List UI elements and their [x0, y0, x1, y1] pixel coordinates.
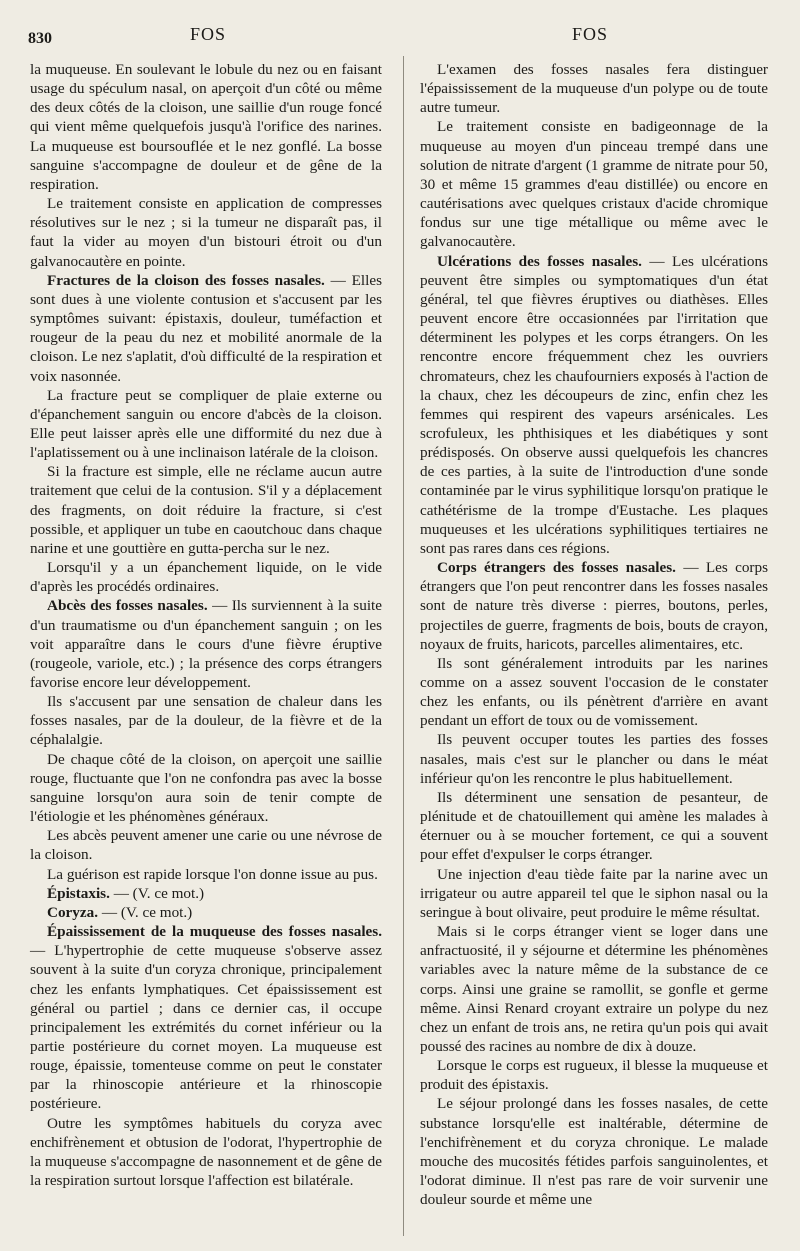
page-number: 830 — [28, 30, 52, 47]
right-column — [420, 60, 768, 1209]
paragraph: Le séjour prolongé dans les fosses nasales, de cette substance lorsqu'elle est inaltérable, détermine de l'enchifrènement et du coryza chronique. Le malade mouche des mucosités fétides parfois sanguinolentes, et l'odorat diminue. Il n'est pas rare de voir survenir une douleur sourde et même une — [420, 1095, 768, 1209]
section-heading: Corps étrangers des fosses nasales. — [437, 559, 676, 577]
paragraph: La guérison est rapide lorsque l'on donne issue au pus. — [47, 865, 378, 883]
section-text: — Elles sont dues à une violente contusion et s'accusent par les symptômes suivant: épistaxis, douleur, tuméfaction et rougeur de la peau du nez et mobilité anormale de la cloison. Le nez s'aplatit, d'où difficulté de la respiration et voix nasonnée. — [30, 271, 382, 385]
section-text: — Ils surviennent à la suite d'un traumatisme ou d'un épanchement sanguin ; on les voit apparaître dans le cours d'une fièvre éruptive (rougeole, variole, etc.) ; la présence des corps étrangers favorise encore leur développement. — [30, 597, 382, 691]
paragraph: Mais si le corps étranger vient se loger dans une anfractuosité, il y séjourne et détermine les phénomènes variables avec la nature même de la substance de ce corps. Ainsi une graine se ramollit, se gonfle et germe même. Ainsi Renard croyant extraire un polype du nez chez un enfant de trois ans, ne retira qu'un pois qui avait poussé des racines au nombre de dix à douze. — [420, 923, 768, 1055]
paragraph: Lorsque le corps est rugueux, il blesse la muqueuse et produit des épistaxis. — [420, 1057, 768, 1094]
section-text: — (V. ce mot.) — [109, 884, 205, 902]
paragraph — [30, 596, 382, 692]
paragraph: Outre les symptômes habituels du coryza avec enchifrènement et obtusion de l'odorat, l'hypertrophie de la muqueuse s'accompagne de nasonnement et de gêne de la respiration surtout lorsque l'affection est bilatérale. — [30, 1114, 382, 1190]
section-heading: Épaississement de la muqueuse des fosses nasales. — [47, 923, 382, 941]
paragraph: Ils sont généralement introduits par les narines comme on a assez souvent l'occasion de le constater chez les enfants, ou ils pénètrent d'arrière en avant pendant un effort de toux ou de vomissement. — [420, 654, 768, 730]
section-heading: Épistaxis. — [47, 884, 110, 902]
paragraph — [30, 903, 382, 922]
paragraph — [420, 252, 768, 559]
paragraph: Ils peuvent occuper toutes les parties des fosses nasales, mais c'est sur le plancher ou dans le méat inférieur qu'on les rencontre le plus habituellement. — [420, 731, 768, 787]
paragraph — [420, 558, 768, 654]
paragraph: Ils déterminent une sensation de pesanteur, de plénitude et de chatouillement qui amène les malades à éternuer ou à se moucher fortement, ce qui a souvent pour effet d'expulser le corps étranger. — [420, 788, 768, 864]
section-text: — (V. ce mot.) — [98, 903, 193, 921]
paragraph: Le traitement consiste en application de compresses résolutives sur le nez ; si la tumeur ne disparaît pas, il faut la vider au moyen d'un bistouri étroit ou d'un galvanocautère en pointe. — [30, 195, 382, 270]
paragraph — [30, 884, 382, 903]
section-heading: Fractures de la cloison des fosses nasales. — [47, 271, 325, 289]
running-head-left: FOS — [190, 24, 227, 44]
column-divider — [403, 56, 404, 1236]
paragraph: Ils s'accusent par une sensation de chaleur dans les fosses nasales, par de la douleur, de la fièvre et de la céphalalgie. — [30, 693, 382, 749]
paragraph — [30, 922, 382, 1114]
left-column — [30, 60, 382, 1190]
paragraph: Le traitement consiste en badigeonnage de la muqueuse au moyen d'un pinceau trempé dans une solution de nitrate d'argent (1 gramme de nitrate pour 50, 30 et même 15 grammes d'eau distillée) ou encore en cautérisations avec quelques cristaux d'acide chromique fondus sur une tige métallique ou même avec le galvanocautère. — [420, 118, 768, 251]
paragraph: la muqueuse. En soulevant le lobule du nez ou en faisant usage du spéculum nasal, on aperçoit d'un côté ou même des deux côtés de la cloison, une saillie d'un rouge foncé qui vient même quelquefois jusqu'à l'orifice des narines. La muqueuse est boursouflée et le nez gonflé. La bosse sanguine s'accompagne de douleur et de gêne de la respiration. — [30, 61, 382, 193]
section-text: — L'hypertrophie de cette muqueuse s'observe assez souvent à la suite d'un coryza chronique, principalement chez les enfants lymphatiques. Cet épaississement est général ou partiel ; dans ce dernier cas, il occupe principalement les extrémités du cornet inférieur ou la partie postérieure du cornet moyen. La muqueuse est rouge, épaissie, tomenteuse comme on peut le constater par la rhinoscopie antérieure et la rhinoscopie postérieure. — [30, 942, 382, 1113]
section-text: — Les corps étrangers que l'on peut rencontrer dans les fosses nasales sont de nature très diverse : pierres, boutons, perles, projectiles de guerre, fragments de bois, bouts de crayon, noyaux de fruits, haricots, parcelles alimentaires, etc. — [420, 559, 768, 653]
section-heading: Abcès des fosses nasales. — [47, 597, 208, 615]
section-heading: Ulcérations des fosses nasales. — [437, 252, 642, 270]
running-head-right: FOS — [572, 24, 609, 44]
paragraph: Les abcès peuvent amener une carie ou une névrose de la cloison. — [30, 827, 382, 864]
paragraph: Lorsqu'il y a un épanchement liquide, on le vide d'après les procédés ordinaires. — [30, 559, 382, 596]
paragraph: Une injection d'eau tiède faite par la narine avec un irrigateur ou autre appareil tel que le siphon nasal ou la seringue à bout olivaire, peut produire le même résultat. — [420, 865, 768, 921]
paragraph: L'examen des fosses nasales fera distinguer l'épaississement de la muqueuse d'un polype ou de toute autre tumeur. — [420, 61, 768, 117]
paragraph: De chaque côté de la cloison, on aperçoit une saillie rouge, fluctuante que l'on ne confondra pas avec la bosse sanguine lorsqu'on aura soin de tenir compte de l'étiologie et les phénomènes généraux. — [30, 750, 382, 826]
paragraph: Si la fracture est simple, elle ne réclame aucun autre traitement que celui de la contusion. S'il y a déplacement des fragments, on doit réduire la fracture, si c'est possible, et appliquer un tube en caoutchouc dans chaque narine et une gouttière en gutta-percha sur le nez. — [30, 463, 382, 557]
page-header — [0, 24, 800, 52]
section-heading: Coryza. — [47, 903, 99, 921]
paragraph: La fracture peut se compliquer de plaie externe ou d'épanchement sanguin ou encore d'abcès de la cloison. Elle peut laisser après elle une difformité du nez due à l'aplatissement ou à une inclinaison latérale de la cloison. — [30, 386, 382, 462]
section-text: — Les ulcérations peuvent être simples ou symptomatiques d'un état général, tel que fièvres éruptives ou diathèses. Elles peuvent encore être occasionnées par l'irritation que déterminent les polypes et les corps étrangers. On les rencontre encore fréquemment chez les ouvriers chromateurs, chez les chaufourniers exposés à l'action de la chaux, chez les découpeurs de zinc, enfin chez les femmes qui respirent des vapeurs arsénicales. Les scrofuleux, les phthisiques et les diabétiques y sont prédisposés. On observe aussi quelquefois les chancres de ces parties, à la suite de l'introduction d'une sonde contaminée par le virus syphilitique lorsqu'on pratique le cathétérisme de la trompe d'Eustache. Les plaques muqueuses et les ulcérations syphilitiques tertiaires ne sont pas rares dans ces régions. — [420, 252, 769, 557]
paragraph — [30, 271, 382, 386]
